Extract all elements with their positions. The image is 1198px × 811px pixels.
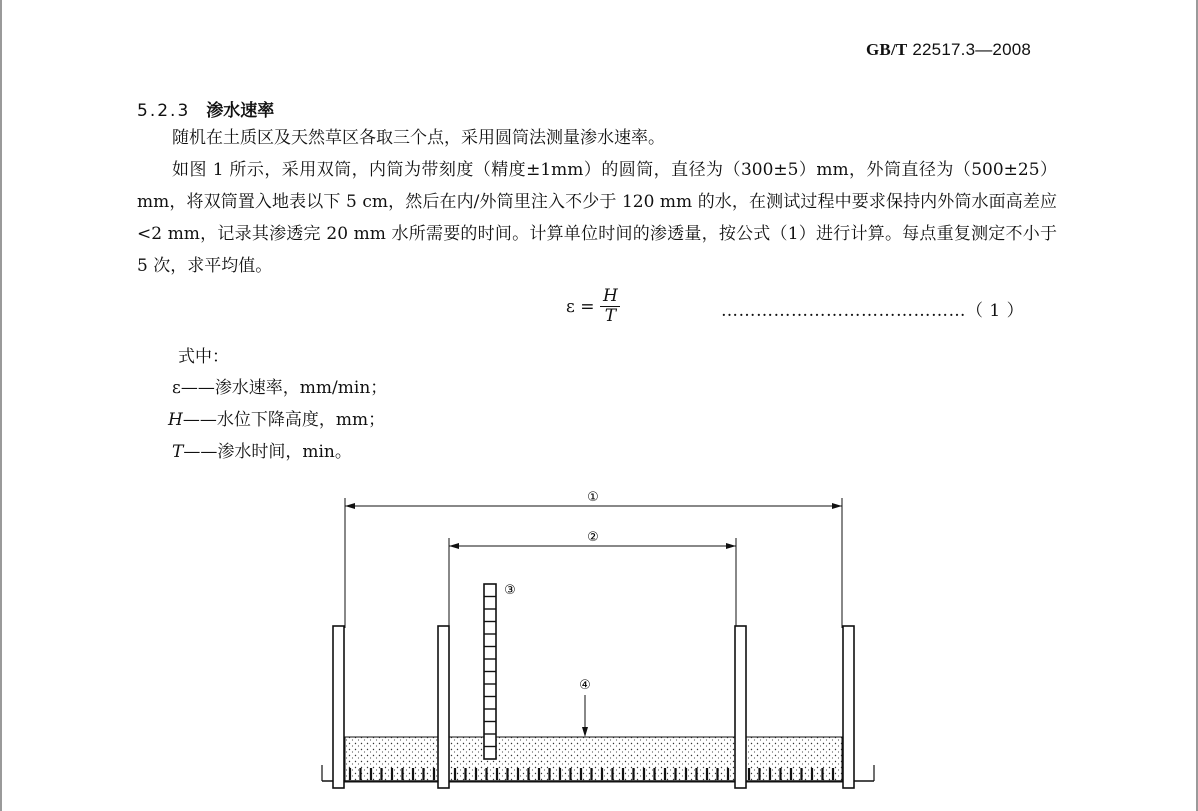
callout-2: ② xyxy=(587,530,599,545)
arrowhead-left-1 xyxy=(345,503,355,509)
standard-header xyxy=(866,40,1031,60)
callout-4-arrowhead xyxy=(582,727,588,737)
callout-4: ④ xyxy=(579,678,591,693)
paragraph-method: 如图 1 所示，采用双筒，内筒为带刻度（精度±1mm）的圆筒，直径为（300±5）mm，外筒直径为（500±25）mm，将双筒置入地表以下 5 cm，然后在内/外筒里注入不少于 120 mm 的水，在测试过程中要求保持内外筒水面高差应<2 mm，记录其渗透完 20 mm 水所需要的时间。计算单位时间的渗透量，按公式（1）进行计算。每点重复测定不小于 5 次，求平均值。 xyxy=(137,160,1057,276)
outer-cylinder-right-wall xyxy=(843,626,854,788)
arrowhead-left-2 xyxy=(449,543,459,549)
definition-t xyxy=(172,437,352,462)
definition-text: ——渗水时间，min。 xyxy=(183,442,352,462)
definition-symbol: ε xyxy=(172,378,181,398)
equation-leader: …………………………………… xyxy=(721,301,966,321)
section-heading xyxy=(137,96,274,121)
graduated-scale xyxy=(484,584,496,759)
section-number: 5.2.3 xyxy=(137,101,191,121)
standard-prefix: GB/T xyxy=(866,40,908,59)
definition-text: ——渗水速率，mm/min； xyxy=(180,378,388,398)
equation-number xyxy=(721,296,1024,321)
standard-number: 22517.3—2008 xyxy=(912,40,1032,59)
arrowhead-right-1 xyxy=(832,503,842,509)
definition-h xyxy=(168,405,385,430)
grass-marks xyxy=(350,768,833,780)
definition-text: ——水位下降高度，mm； xyxy=(182,410,386,430)
paragraph-sampling: 随机在土质区及天然草区各取三个点，采用圆筒法测量渗水速率。 xyxy=(172,128,665,148)
formula-denominator: T xyxy=(604,306,617,326)
formula-numerator: H xyxy=(603,286,618,306)
section-title: 渗水速率 xyxy=(206,101,275,121)
outer-cylinder-left-wall xyxy=(333,626,344,788)
formula-lhs: ε = xyxy=(566,296,595,317)
inner-cylinder-left-wall xyxy=(438,626,449,788)
inner-cylinder-right-wall xyxy=(735,626,746,788)
arrowhead-right-2 xyxy=(726,543,736,549)
definition-epsilon xyxy=(172,373,387,398)
formula-1 xyxy=(566,287,620,326)
callout-3: ③ xyxy=(504,583,516,598)
double-ring-infiltrometer-figure xyxy=(300,478,900,811)
equation-label: （ 1 ） xyxy=(966,301,1025,321)
water-soil-region xyxy=(345,737,842,782)
page-left-border xyxy=(0,0,2,811)
definition-symbol: H xyxy=(168,410,183,430)
definition-symbol: T xyxy=(172,442,184,462)
where-label: 式中： xyxy=(178,347,229,367)
formula-fraction xyxy=(600,287,620,326)
callout-1: ① xyxy=(587,490,599,505)
